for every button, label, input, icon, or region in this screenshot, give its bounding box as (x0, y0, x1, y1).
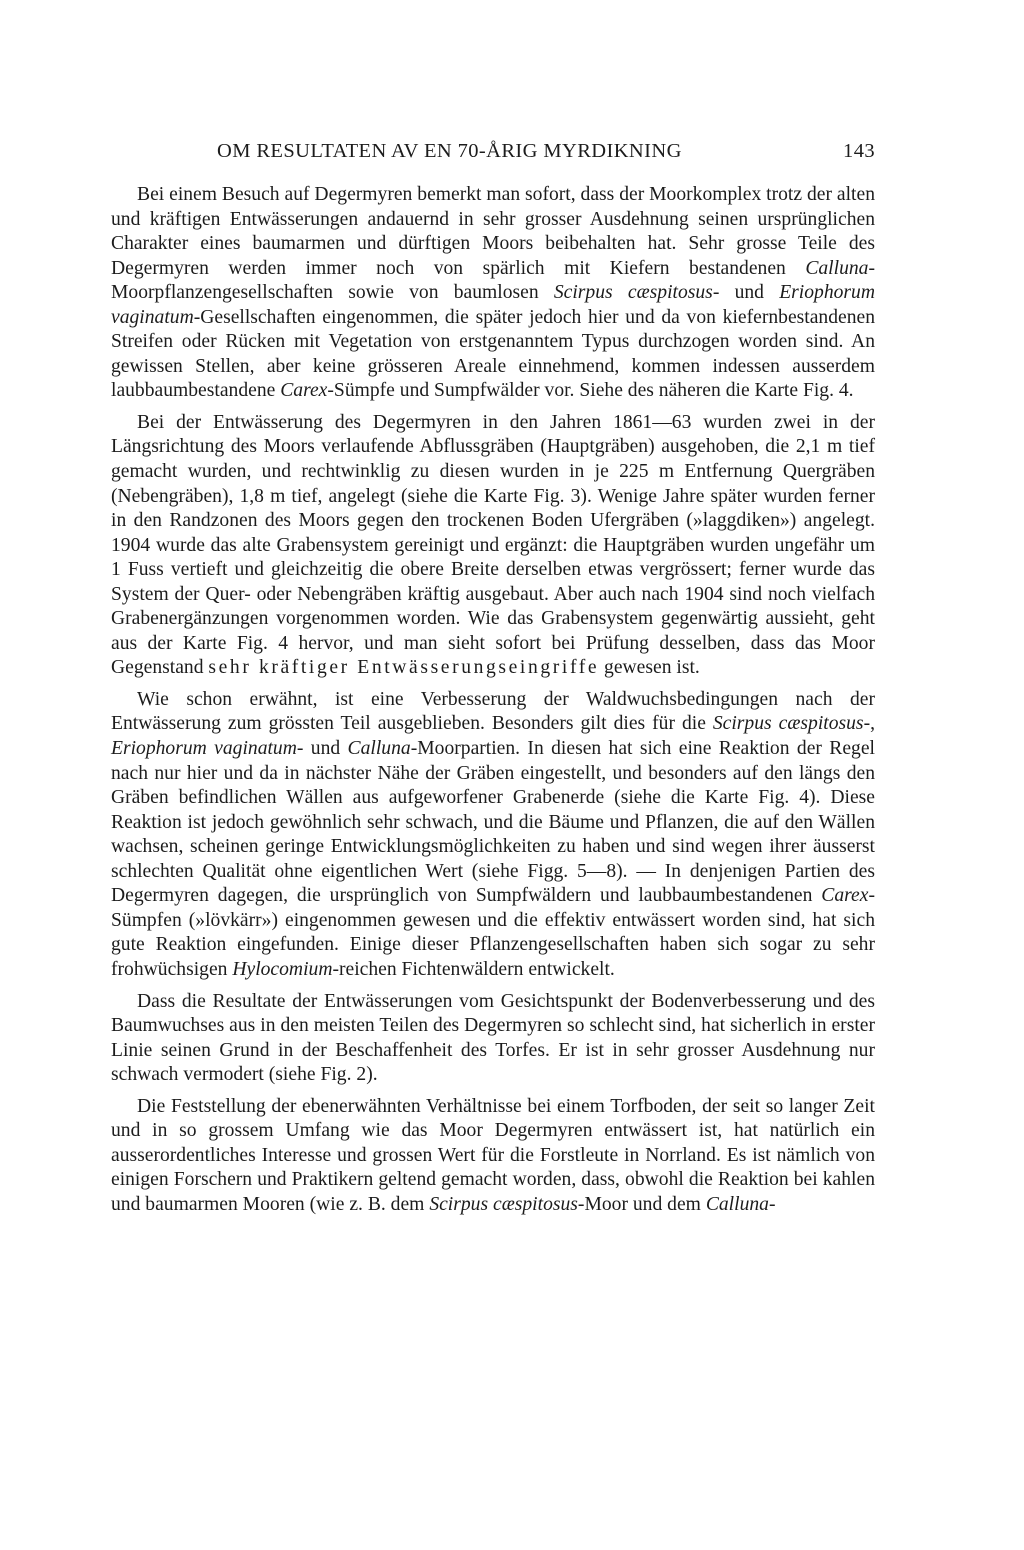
italic-term: Eriophorum vaginatum (111, 738, 297, 760)
italic-term: Eriophorum vaginatum (111, 282, 875, 328)
running-head (111, 140, 875, 170)
paragraph-1 (111, 183, 875, 404)
page (111, 140, 875, 1217)
text-run: -Sümpfe und Sumpfwälder vor. Siehe des näheren die Karte Fig. 4. (327, 380, 854, 402)
page-number: 143 (843, 140, 875, 162)
text-run: Wie schon erwähnt, ist eine Verbesserung der Waldwuchsbedingungen nach der Entwässerung zum grössten Teil ausgeblieben. Besonders gilt dies für die (111, 688, 875, 735)
running-title: OM RESULTATEN AV EN 70-ÅRIG MYRDIKNING (217, 140, 682, 162)
italic-term: Carex (821, 885, 869, 907)
text-run: - und (712, 282, 780, 304)
italic-term: Scirpus cæspitosus (429, 1193, 578, 1215)
italic-term: Hylocomium (232, 958, 333, 980)
text-run: -Moorpartien. In diesen hat sich eine Reaktion der Regel nach nur hier und da in nächster Nähe der Gräben eingestellt, und besonders auf den längs den Gräben befindlichen Wällen aus aufgeworfener Grabenerde (siehe die Karte Fig. 4). Diese Reaktion ist jedoch gewöhnlich sehr schwach, und die Bäume und Pflanzen, die auf den Wällen wachsen, scheinen geringe Entwicklungsmöglichkeiten zu haben und sind wegen ihrer äusserst schlechten Qualität ohne eigentlichen Wert (siehe Figg. 5—8). — In denjenigen Partien des Degermyren dagegen, die ursprünglich von Sumpfwäldern und laubbaumbestandenen (111, 738, 875, 907)
text-run: - (768, 1193, 776, 1215)
italic-term: Scirpus cæspitosus (712, 713, 864, 735)
text-run: gewesen ist. (599, 657, 700, 679)
text-run: -Sümpfen (»lövkärr») eingenommen gewesen und die effektiv entwässert worden sind, hat sich gute Reaktion eingefunden. Einige dieser Pflanzengesellschaften haben sich sogar zu sehr frohwüchsigen (111, 885, 875, 980)
paragraph-3 (111, 688, 875, 983)
text-run: -Moorpflanzengesellschaften sowie von baumlosen (111, 257, 875, 304)
italic-term: Calluna (347, 738, 411, 760)
body-text (111, 183, 875, 1217)
text-run: Dass die Resultate der Entwässerungen vom Gesichtspunkt der Bodenverbesserung und des Baumwuchses aus in den meisten Teilen des Degermyren so schlecht sind, hat sicherlich in erster Linie seinen Grund in der Beschaffenheit des Torfes. Er ist in sehr grosser Ausdehnung nur schwach vermodert (siehe Fig. 2). (111, 990, 875, 1086)
italic-term: Calluna (705, 1193, 769, 1215)
italic-term: Carex (280, 380, 328, 402)
italic-term: Calluna (805, 257, 869, 279)
italic-term: Scirpus cæspitosus (553, 282, 713, 304)
paragraph-5 (111, 1095, 875, 1218)
text-run: -Moor und dem (577, 1193, 706, 1215)
text-run: - und (296, 738, 348, 760)
text-run: Bei der Entwässerung des Degermyren in den Jahren 1861—63 wurden zwei in der Längsrichtung des Moors verlaufende Abflussgräben (Hauptgräben) ausgehoben, die 2,1 m tief gemacht wurden, und rechtwinklig zu diesen wurden in je 225 m Entfernung Quergräben (Nebengräben), 1,8 m tief, angelegt (siehe die Karte Fig. 3). Wenige Jahre später wurden ferner in den Randzonen des Moors gegen den trockenen Boden Ufergräben (»laggdiken») angelegt. 1904 wurde das alte Grabensystem gereinigt und ergänzt: die Hauptgräben wurden ungefähr um 1 Fuss vertieft und gleichzeitig die obere Breite derselben etwas vergrössert; ferner wurde das System der Quer- oder Nebengräben kräftig ausgebaut. Aber auch nach 1904 sind noch vielfach Grabenergänzungen vorgenommen worden. Wie das Grabensystem gegenwärtig aussieht, geht aus der Karte Fig. 4 hervor, und man sieht sofort bei Prüfung desselben, dass das Moor Gegenstand (111, 411, 875, 679)
text-run: Die Feststellung der ebenerwähnten Verhältnisse bei einem Torfboden, der seit so langer Zeit und in so grossem Umfang wie das Moor Degermyren entwässert ist, hat natürlich ein ausserordentliches Interesse und grossen Wert für die Forstleute in Norrland. Es ist nämlich von einigen Forschern und Praktikern geltend gemacht worden, dass, obwohl die Reaktion bei kahlen und baumarmen Mooren (wie z. B. dem (111, 1095, 875, 1215)
paragraph-4 (111, 990, 875, 1088)
text-run: -, (863, 713, 875, 735)
spaced-emphasis: sehr kräftiger Entwässerungseingriffe (208, 657, 600, 679)
text-run: Bei einem Besuch auf Degermyren bemerkt man sofort, dass der Moorkomplex trotz der alten und kräftigen Entwässerungen andauernd in sehr grosser Ausdehnung seinen ursprünglichen Charakter eines baumarmen und dürftigen Moors beibehalten hat. Sehr grosse Teile des Degermyren werden immer noch von spärlich mit Kiefern bestandenen (111, 184, 875, 279)
text-run: -Gesellschaften eingenommen, die später jedoch hier und da von kiefernbestandenen Streifen oder Rücken mit Vegetation von erstgenanntem Typus durchzogen worden sind. An gewissen Stellen, aber keine grösseren Areale einnehmend, kommen indessen ausserdem laubbaumbestandene (111, 306, 875, 402)
text-run: -reichen Fichtenwäldern entwickelt. (332, 958, 615, 980)
paragraph-2 (111, 411, 875, 681)
